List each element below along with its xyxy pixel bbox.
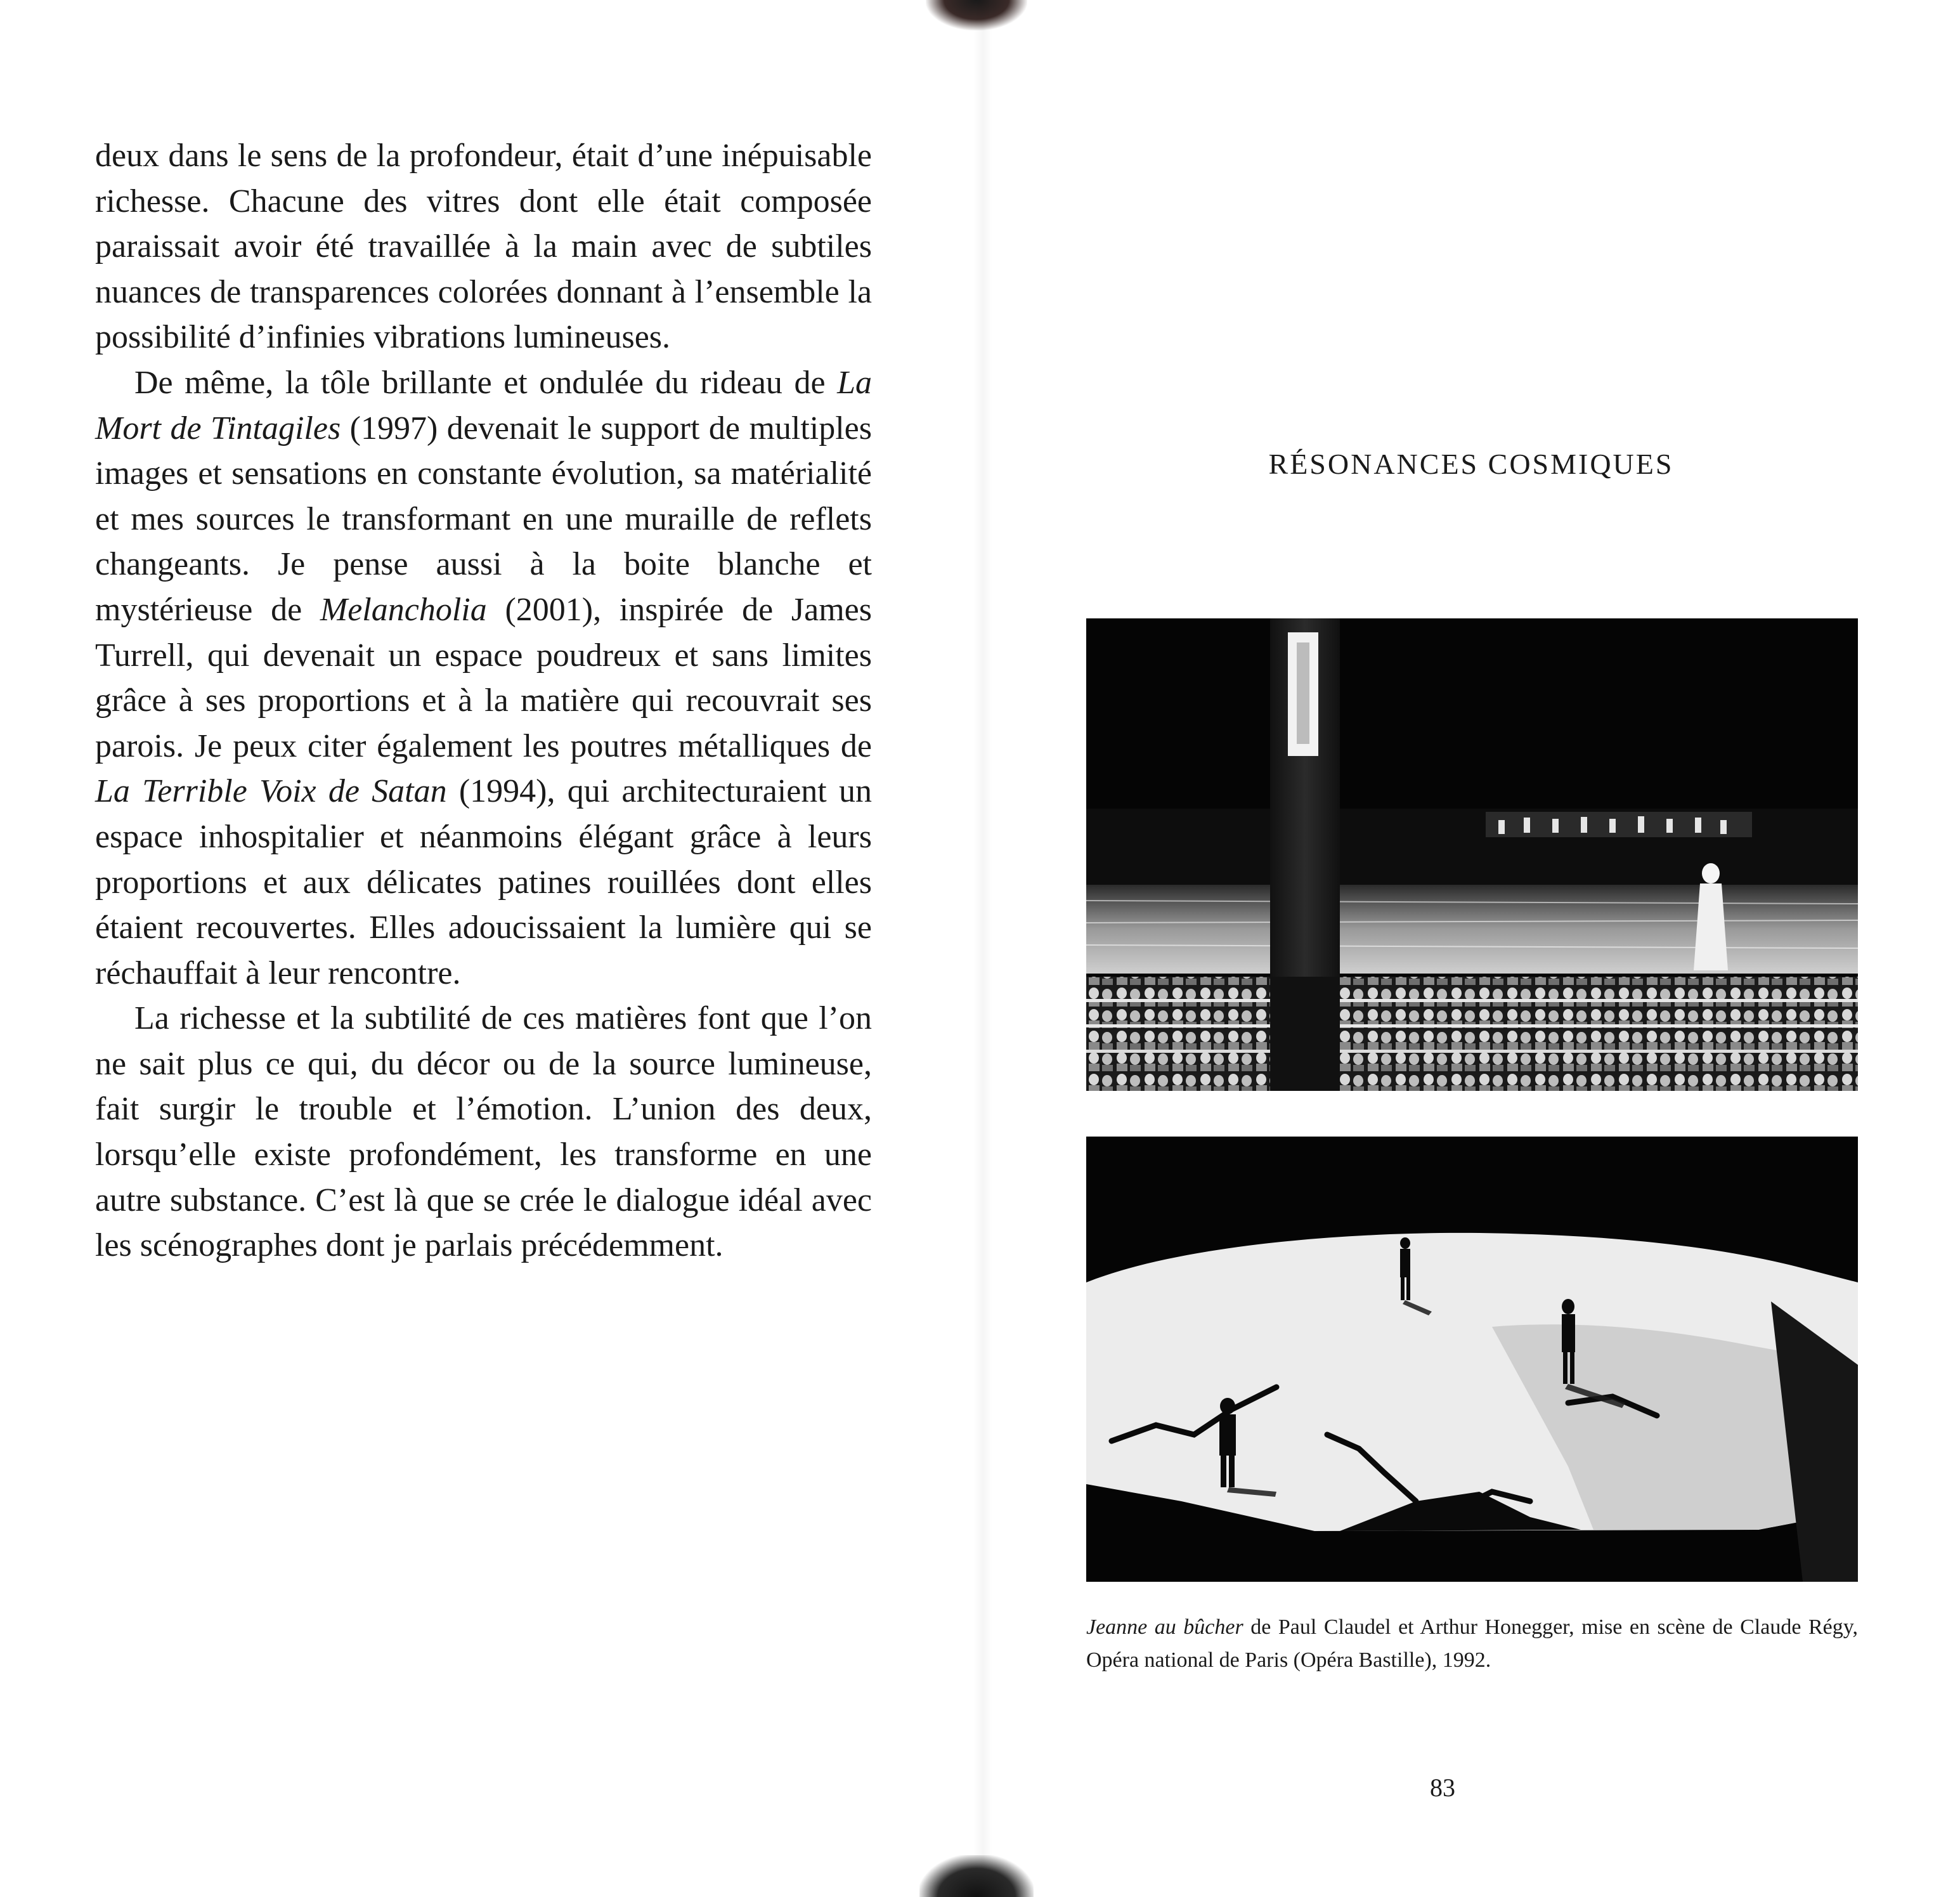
left-page-body <box>95 133 872 1268</box>
paragraph-2-text-c: (2001), inspirée de James Turrell, qui devenait un espace poudreux et sans limites grâce à ses proportions et à la matière qui recouvrait ses parois. Je peux citer également les poutres métalliques de <box>95 591 872 764</box>
caption-title: Jeanne au bûcher <box>1086 1615 1243 1639</box>
stage-photo-bottom-image <box>1086 1137 1858 1582</box>
photo-caption <box>1086 1611 1858 1677</box>
paragraph-2 <box>95 360 872 996</box>
stage-photo-top <box>1086 618 1858 1091</box>
section-heading: RÉSONANCES COSMIQUES <box>1268 448 1674 480</box>
paragraph-2-text-b: (1997) devenait le support de multiples images et sensations en constante évolution, sa matérialité et mes sources le transformant en une muraille de reflets changeants. Je pense aussi à la boite blanche et mystérieuse de <box>95 410 872 628</box>
stage-photo-top-image <box>1086 618 1858 1091</box>
stage-photo-bottom <box>1086 1137 1858 1582</box>
paragraph-2-text-d: (1994), qui architecturaient un espace inhospitalier et néanmoins élégant grâce à leurs proportions et aux délicates patines rouillées dont elles étaient recouvertes. Elles adoucissaient la lumière qui se réchauffait à leur rencontre. <box>95 773 872 991</box>
paragraph-3 <box>95 996 872 1268</box>
work-title-melancholia: Melancholia <box>320 591 487 628</box>
page-number: 83 <box>1430 1773 1455 1802</box>
paragraph-2-text-a: De même, la tôle brillante et ondulée du rideau de <box>134 364 838 401</box>
paragraph-3-text: La richesse et la subtilité de ces matières font que l’on ne sait plus ce qui, du décor ou de la source lumineuse, fait surgir le trouble et l’émotion. L’union des deux, lorsqu’elle existe profondément, les transforme en une autre substance. C’est là que se crée le dialogue idéal avec les scénographes dont je parlais précédemment. <box>95 1000 872 1264</box>
binding-shadow-bottom <box>919 1855 1034 1897</box>
work-title-satan: La Terrible Voix de Satan <box>95 773 447 810</box>
work-title-tintagiles: La Mort de Tintagiles <box>95 364 872 447</box>
paragraph-1-text: deux dans le sens de la profondeur, était d’une inépuisable richesse. Chacune des vitres dont elle était composée paraissait avoir été travaillée à la main avec de subtiles nuances de transparences colorées donnant à l’ensemble la possibilité d’infinies vibrations lumineuses. <box>95 138 872 356</box>
page-gutter <box>973 0 992 1897</box>
paragraph-1 <box>95 133 872 360</box>
caption-text: de Paul Claudel et Arthur Honegger, mise en scène de Claude Régy, Opéra national de Paris (Opéra Bastille), 1992. <box>1086 1615 1859 1672</box>
